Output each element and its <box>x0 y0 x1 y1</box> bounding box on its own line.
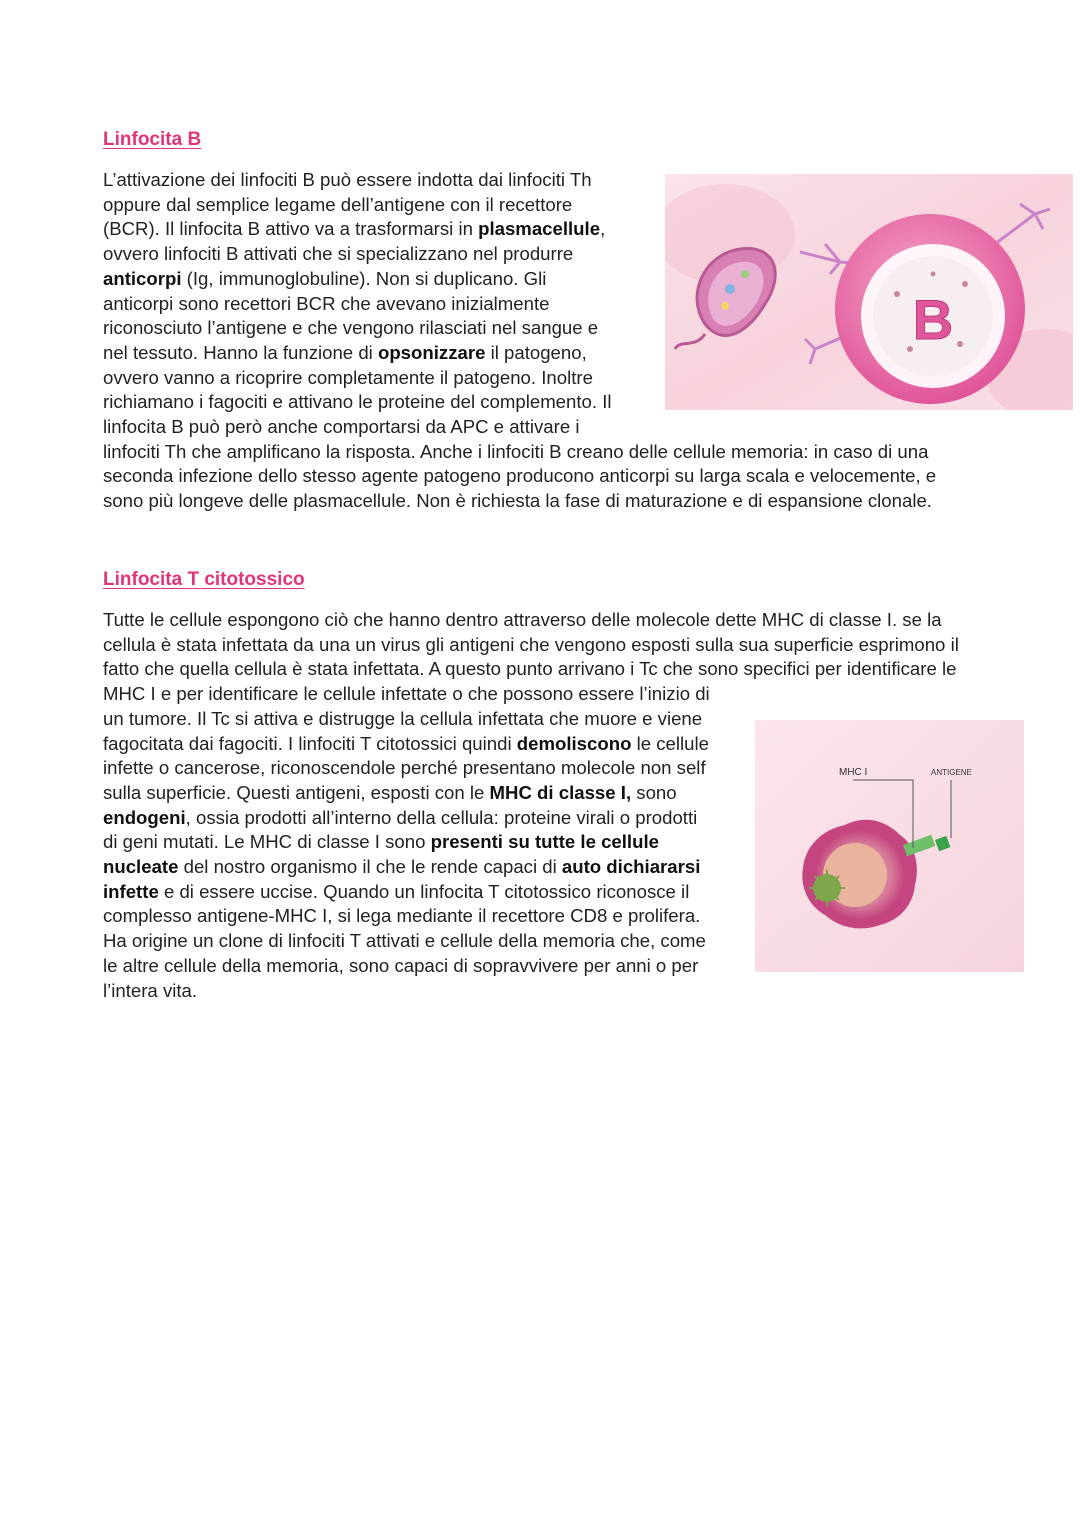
label-mhc-i: MHC I <box>839 767 868 778</box>
paragraph-linfocita-b: L’attivazione dei linfociti B può essere indotta dai linfociti Th oppure dal semplice legame dell’antigene con il recettore (BCR). Il linfocita B attivo va a trasformarsi in plasmacellule, ovvero linfociti B attivati che si specializzano nel produrre anticorpi (Ig, immunoglobuline). Non si duplicano. Gli anticorpi sono recettori BCR che avevano inizialmente riconosciuto l’antigene e che vengono rilasciati nel sangue e nel tessuto. Hanno la funzione di opsonizzare il patogeno, ovvero vanno a ricoprire completamente il patogeno. Inoltre richiamano i fagociti e attivano le proteine del complemento. Il linfocita B può però anche comportarsi da APC e attivare i linfociti Th che amplificano la risposta. Anche i linfociti B creano delle cellule memoria: in caso di una seconda infezione dello stesso agente patogeno producono anticorpi su larga scala e velocemente, e sono più longeve delle plasmacellule. Non è richiesta la fase di maturazione e di espansione clonale. <box>103 168 958 514</box>
figure-spacer <box>715 706 981 976</box>
section-title-linfocita-b: Linfocita B <box>103 129 202 150</box>
section-title-linfocita-t-citotossico: Linfocita T citotossico <box>103 569 305 590</box>
b-cell-letter: B <box>912 288 954 351</box>
paragraph-linfocita-t: Tutte le cellule espongono ciò che hanno dentro attraverso delle molecole dette MHC di classe I. se la cellula è stata infettata da una un virus gli antigeni che vengono esposti sulla sua superficie esprimono il fatto che quella cellula è stata infettata. A questo punto arrivano i Tc che sono specifici per identificare le MHC I e per identificare le cellule infettate o che possono essere l’inizio di un tumore. Il Tc si attiva e distrugge la cellula infettata che muore e viene fagocitata dai fagociti. I linfociti T citotossici quindi demoliscono le cellule infette o cancerose, riconoscendole perché presentano molecole non self sulla superficie. Questi antigeni, esposti con le MHC di classe I, sono endogeni, ossia prodotti all’interno della cellula: proteine virali o prodotti di geni mutati. Le MHC di classe I sono presenti su tutte le cellule nucleate del nostro organismo il che le rende capaci di auto dichiararsi infette e di essere uccise. Quando un linfocita T citotossico riconosce il complesso antigene-MHC I, si lega mediante il recettore CD8 e prolifera. Ha origine un clone di linfociti T attivati e cellule della memoria che, come le altre cellule della memoria, sono capaci di sopravvivere per anni o per l’intera vita. <box>103 608 981 1003</box>
label-antigene: ANTIGENE <box>931 768 972 777</box>
figure-spacer <box>620 168 958 416</box>
